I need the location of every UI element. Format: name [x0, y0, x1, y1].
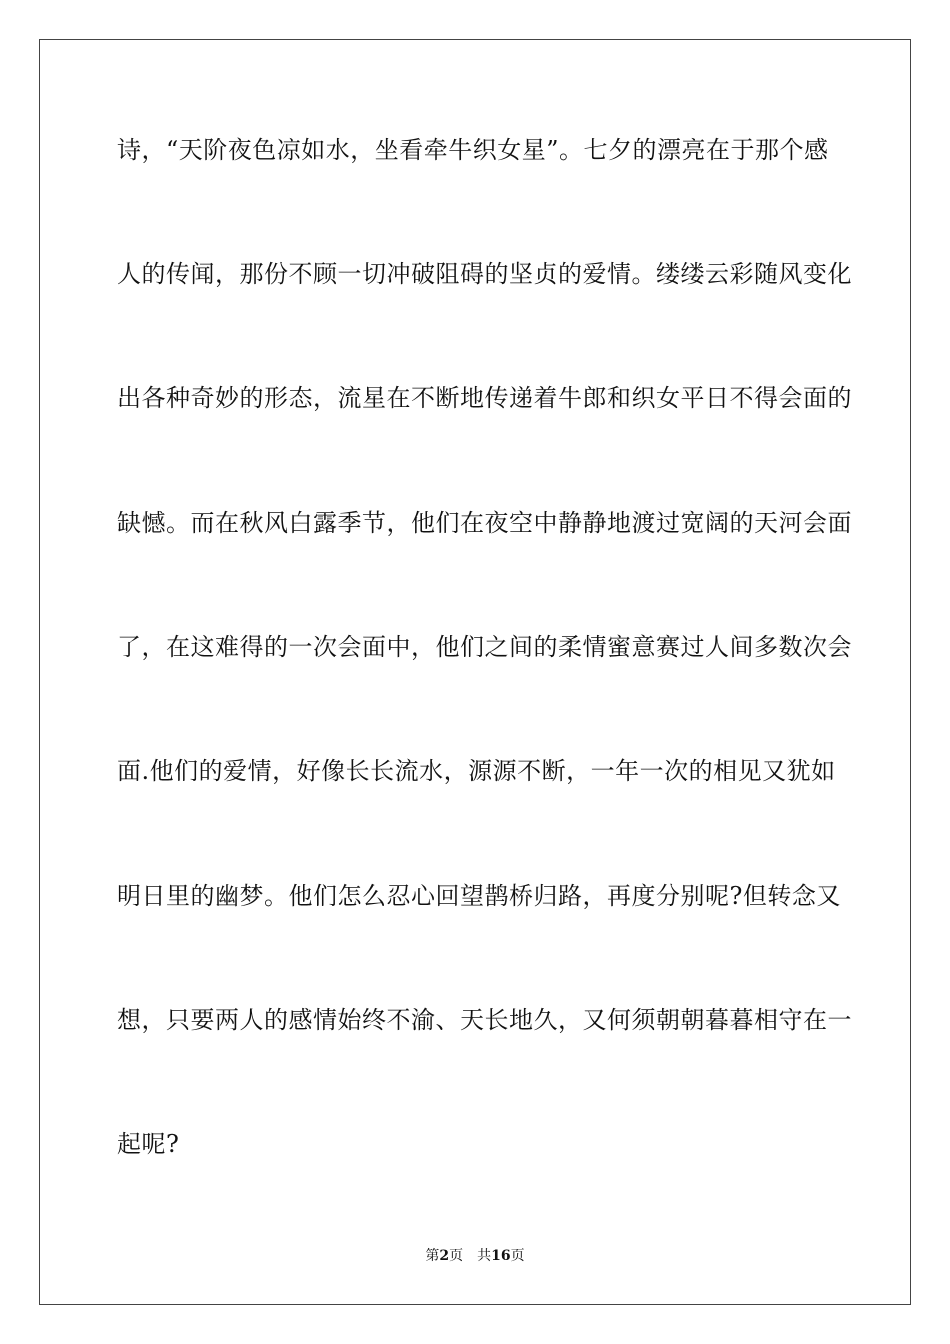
text-line: 诗，“天阶夜色凉如水，坐看牵牛织女星”。七夕的漂亮在于那个感	[117, 136, 829, 164]
page-number: 2	[439, 1248, 450, 1264]
text-line: 出各种奇妙的形态，流星在不断地传递着牛郎和织女平日不得会面的	[117, 384, 852, 412]
text-line: 面.他们的爱情，好像长长流水，源源不断，一年一次的相见又犹如	[117, 757, 836, 785]
page-footer	[0, 1247, 950, 1265]
page-border	[39, 39, 911, 1305]
text-line: 了，在这难得的一次会面中，他们之间的柔情蜜意赛过人间多数次会	[117, 633, 852, 661]
total-prefix: 共	[477, 1248, 492, 1264]
total-pages: 16	[491, 1248, 511, 1264]
text-line: 人的传闻，那份不顾一切冲破阻碍的坚贞的爱情。缕缕云彩随风变化	[117, 260, 852, 288]
page-suffix: 页	[449, 1248, 464, 1264]
text-line: 想，只要两人的感情始终不渝、天长地久，又何须朝朝暮暮相守在一	[117, 1006, 852, 1034]
page-prefix: 第	[425, 1248, 440, 1264]
text-line: 起呢?	[117, 1130, 180, 1158]
text-line: 缺憾。而在秋风白露季节，他们在夜空中静静地渡过宽阔的天河会面	[117, 509, 852, 537]
text-line: 明日里的幽梦。他们怎么忍心回望鹊桥归路，再度分别呢?但转念又	[117, 882, 841, 910]
total-suffix: 页	[510, 1248, 525, 1264]
